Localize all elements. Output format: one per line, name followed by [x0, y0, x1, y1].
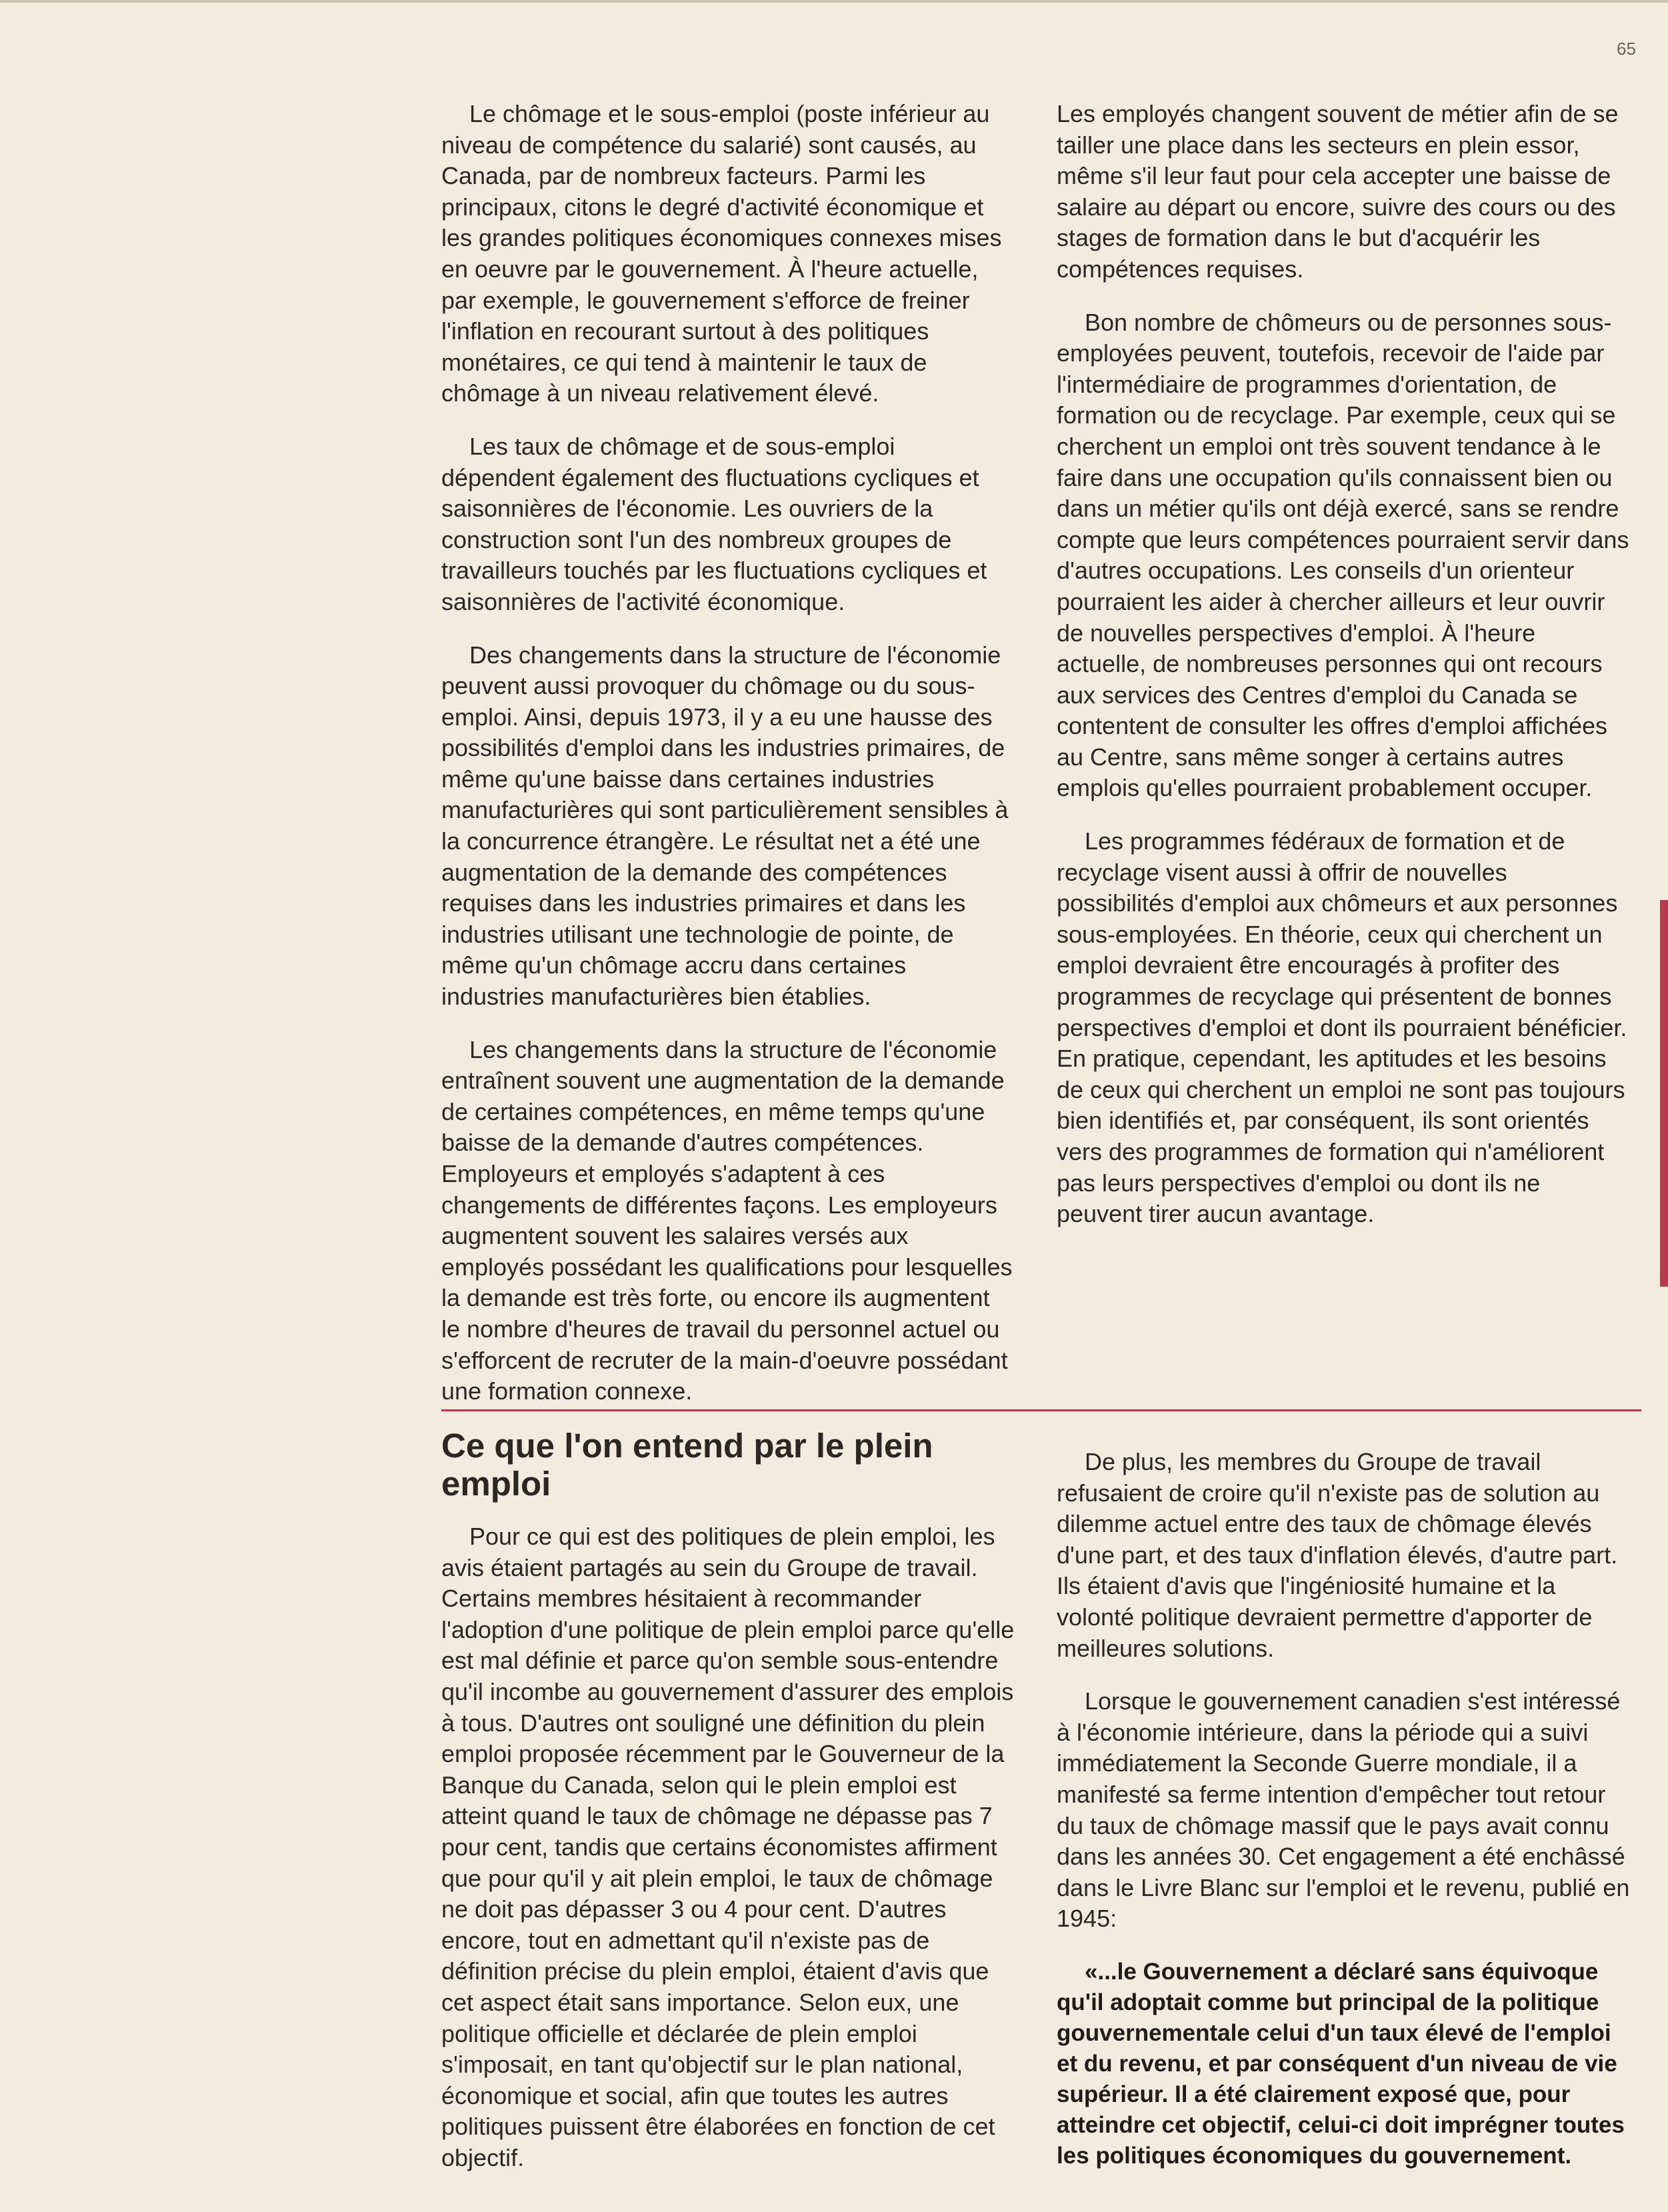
top-edge-rule: [0, 0, 1668, 3]
page-number: 65: [1617, 39, 1636, 59]
paragraph: Le chômage et le sous-emploi (poste inférieur au niveau de compétence du salarié) sont causés, au Canada, par de nombreux facteurs. Parmi les principaux, citons le degré d'activité économique et les grandes politiques économiques connexes mises en oeuvre par le gouvernement. À l'heure actuelle, par exemple, le gouvernement s'efforce de freiner l'inflation en recourant surtout à des politiques monétaires, ce qui tend à maintenir le taux de chômage à un niveau relativement élevé.: [441, 100, 1002, 407]
paragraph: Les programmes fédéraux de formation et de recyclage visent aussi à offrir de nouvelles possibilités d'emploi aux chômeurs et aux personnes sous-employées. En théorie, ceux qui cherchent un emploi devraient être encouragés à profiter des programmes de recyclage qui présentent de bonnes perspectives d'emploi et dont ils pourraient bénéficier. En pratique, cependant, les aptitudes et les besoins de ceux qui cherchent un emploi ne sont pas toujours bien identifiés et, par conséquent, ils sont orientés vers des programmes de formation qui n'améliorent pas leurs perspectives d'emploi ou dont ils ne peuvent tirer aucun avantage.: [1057, 827, 1627, 1228]
paragraph: Les changements dans la structure de l'économie entraînent souvent une augmentation de la demande de certaines compétences, en même temps qu'une baisse de la demande d'autres compétences. Employeurs et employés s'adaptent à ces changements de différentes façons. Les employeurs augmentent souvent les salaires versés aux employés possédant les qualifications pour lesquelles la demande est très forte, ou encore ils augmentent le nombre d'heures de travail du personnel actuel ou s'efforcent de recruter de la main-d'oeuvre possédant une formation connexe.: [441, 1035, 1013, 1405]
top-left-column: [441, 99, 1015, 1429]
bottom-left-column: [441, 1427, 1015, 2195]
paragraph: De plus, les membres du Groupe de travail refusaient de croire qu'il n'existe pas de solution au dilemme actuel entre des taux de chômage élevés d'une part, et des taux d'inflation élevés, d'autre part. Ils étaient d'avis que l'ingéniosité humaine et la volonté politique devraient permettre d'apporter de meilleures solutions.: [1057, 1448, 1618, 1662]
paragraph: Les employés changent souvent de métier afin de se tailler une place dans les secteurs en plein essor, même s'il leur faut pour cela accepter une baisse de salaire au départ ou encore, suivre des cours ou des stages de formation dans le but d'acquérir les compétences requises.: [1057, 100, 1619, 283]
top-right-column: [1057, 99, 1630, 1252]
paragraph: Bon nombre de chômeurs ou de personnes sous-employées peuvent, toutefois, recevoir de l'aide par l'intermédiaire de programmes d'orientation, de formation ou de recyclage. Par exemple, ceux qui se cherchent un emploi ont très souvent tendance à le faire dans une occupation qu'ils connaissent bien ou dans un métier qu'ils ont déjà exercé, sans se rendre compte que leurs compétences pourraient servir dans d'autres occupations. Les conseils d'un orienteur pourraient les aider à chercher ailleurs et leur ouvrir de nouvelles perspectives d'emploi. À l'heure actuelle, de nombreuses personnes qui ont recours aux services des Centres d'emploi du Canada se contentent de consulter les offres d'emploi affichées au Centre, sans même songer à certains autres emplois qu'elles pourraient probablement occuper.: [1057, 308, 1629, 802]
paragraph: Des changements dans la structure de l'économie peuvent aussi provoquer du chômage ou du sous-emploi. Ainsi, depuis 1973, il y a eu une hausse des possibilités d'emploi dans les industries primaires, de même qu'une baisse dans certaines industries manufacturières qui sont particulièrement sensibles à la concurrence étrangère. Le résultat net a été une augmentation de la demande des compétences requises dans les industries primaires et dans les industries utilisant une technologie de pointe, de même qu'un chômage accru dans certaines industries manufacturières bien établies.: [441, 641, 1009, 1011]
bottom-right-column: [1057, 1447, 1630, 2193]
section-divider: [441, 1409, 1641, 1411]
section-heading: Ce que l'on entend par le plein emploi: [441, 1427, 933, 1503]
block-quote: «...le Gouvernement a déclaré sans équivoque qu'il adoptait comme but principal de la politique gouvernementale celui d'un taux élevé de l'emploi et du revenu, et par conséquent d'un niveau de vie supérieur. Il a été clairement exposé que, pour atteindre cet objectif, celui-ci doit imprégner toutes les politiques économiques du gouvernement.: [1057, 1958, 1625, 2169]
page-edge-tab: [1660, 900, 1668, 1287]
paragraph: Lorsque le gouvernement canadien s'est intéressé à l'économie intérieure, dans la période qui a suivi immédiatement la Seconde Guerre mondiale, il a manifesté sa ferme intention d'empêcher tout retour du taux de chômage massif que le pays avait connu dans les années 30. Cet engagement a été enchâssé dans le Livre Blanc sur l'emploi et le revenu, publié en 1945:: [1057, 1687, 1630, 1933]
paragraph: Pour ce qui est des politiques de plein emploi, les avis étaient partagés au sein du Groupe de travail. Certains membres hésitaient à recommander l'adoption d'une politique de plein emploi parce qu'elle est mal définie et parce qu'on semble sous-entendre qu'il incombe au gouvernement d'assurer des emplois à tous. D'autres ont souligné une définition du plein emploi proposée récemment par le Gouverneur de la Banque du Canada, selon qui le plein emploi est atteint quand le taux de chômage ne dépasse pas 7 pour cent, tandis que certains économistes affirment que pour qu'il y ait plein emploi, le taux de chômage ne doit pas dépasser 3 ou 4 pour cent. D'autres encore, tout en admettant qu'il n'existe pas de définition précise du plein emploi, étaient d'avis que cet aspect était sans importance. Selon eux, une politique officielle et déclarée de plein emploi s'imposait, en tant qu'objectif sur le plan national, économique et social, afin que toutes les autres politiques puissent être élaborées en fonction de cet objectif.: [441, 1523, 1015, 2171]
paragraph: Les taux de chômage et de sous-emploi dépendent également des fluctuations cycliques et saisonnières de l'économie. Les ouvriers de la construction sont l'un des nombreux groupes de travailleurs touchés par les fluctuations cycliques et saisonnières de l'activité économique.: [441, 432, 987, 615]
